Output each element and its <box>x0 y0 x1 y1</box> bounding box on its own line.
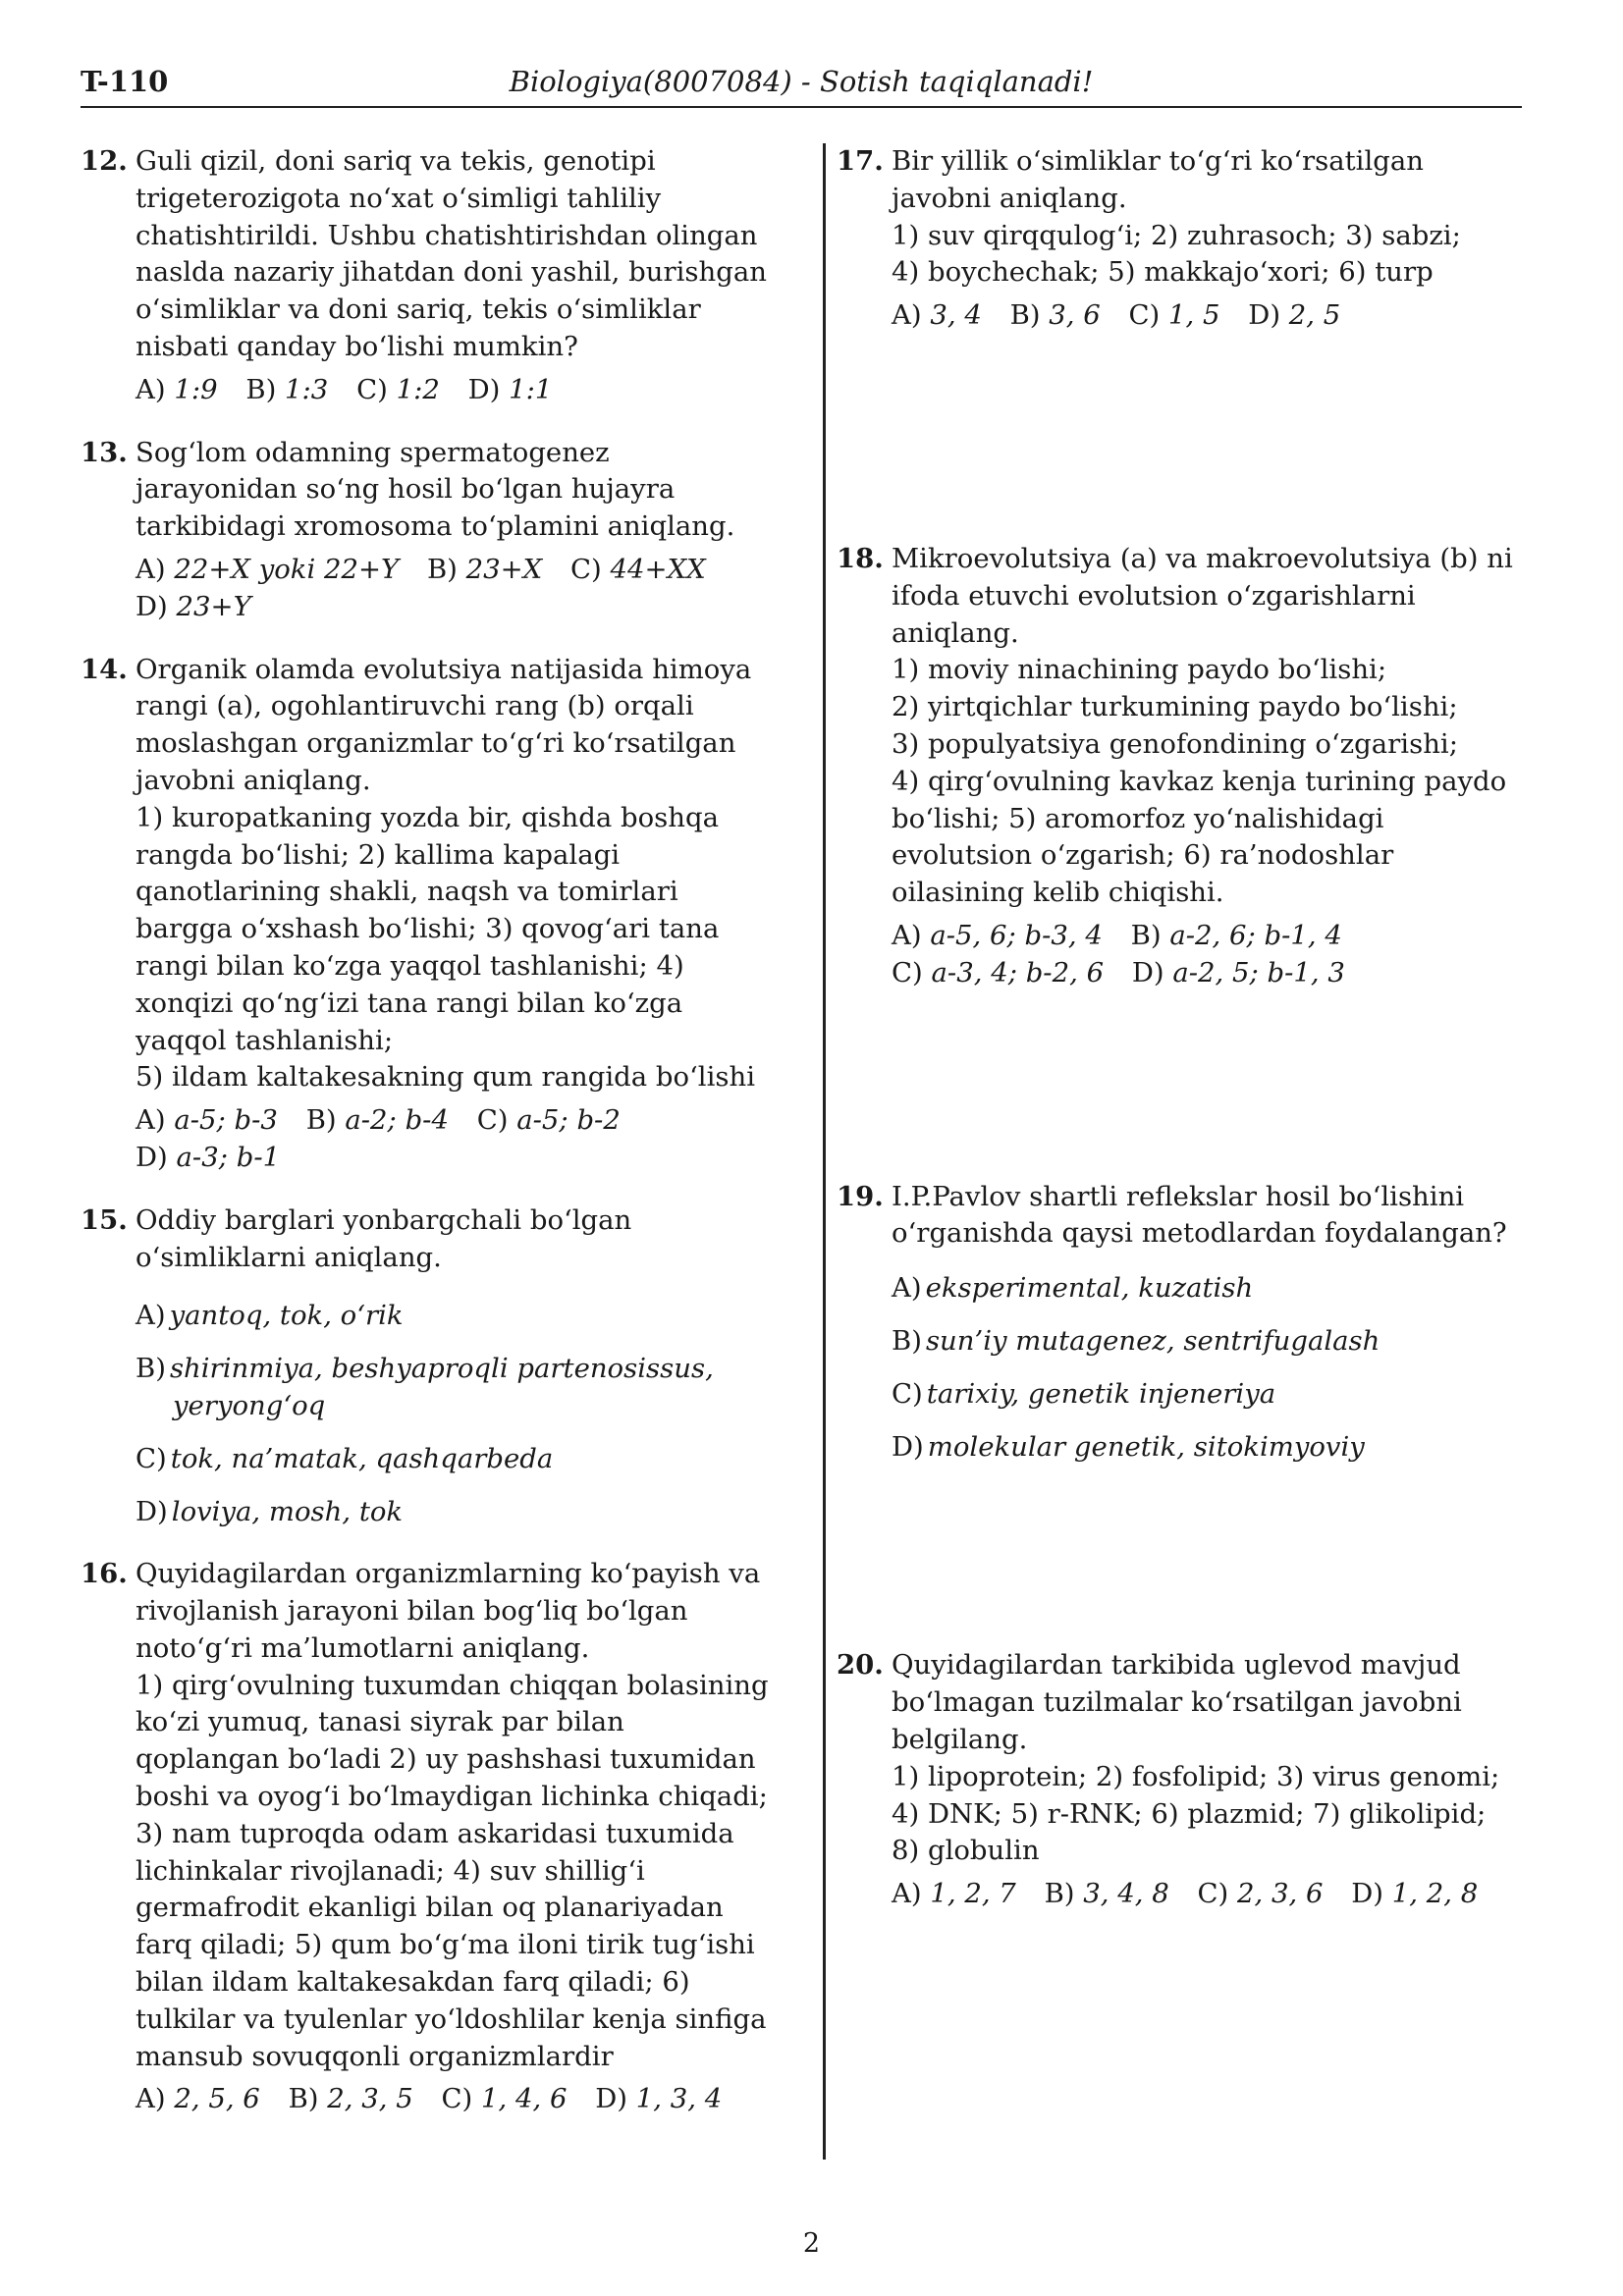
question-stem: I.P.Pavlov shartli reflekslar hosil bo‘lishini o‘rganishda qaysi metodlardan foydalangan? <box>892 1180 1507 1250</box>
answer-options <box>135 552 776 626</box>
question-15 <box>81 1202 776 1531</box>
question-number: 18. <box>837 542 884 574</box>
question-stem: Quyidagilardan organizmlarning ko‘payish va rivojlanish jarayoni bilan bog‘liq bo‘lgan noto‘g‘ri ma’lumotlarni aniqlang. 1) qirg‘ovulning tuxumdan chiqqan bolasining ko‘zi yumuq, tanasi siyrak par bilan qoplangan bo‘ladi 2) uy pashshasi tuxumidan boshi va oyog‘i bo‘lmaydigan lichinka chiqadi; 3) nam tuproqda odam askaridasi tuxumida lichinkalar rivojlanadi; 4) suv shillig‘i germafrodit ekanligi bilan oq planariyadan farq qiladi; 5) qum bo‘g‘ma iloni tirik tug‘ishi bilan ildam kaltakesakdan farq qiladi; 6) tulkilar va tyulenlar yo‘ldoshlilar kenja sinfiga mansub sovuqqonli organizmlardir <box>135 1558 769 2072</box>
option-b[interactable]: B) 2, 3, 5 <box>288 2083 413 2115</box>
right-column <box>837 143 1524 1939</box>
option-a[interactable]: A) 1:9 <box>135 373 218 405</box>
question-17 <box>837 143 1524 335</box>
left-column <box>81 143 776 2144</box>
test-code: T-110 <box>81 65 169 98</box>
question-number: 19. <box>837 1180 884 1212</box>
option-d[interactable]: D) loviya, mosh, tok <box>135 1495 404 1527</box>
question-18 <box>837 541 1524 992</box>
question-14 <box>81 652 776 1177</box>
option-a[interactable]: A) yantoq, tok, o‘rik <box>135 1300 404 1332</box>
option-b[interactable]: B) 3, 4, 8 <box>1044 1878 1169 1910</box>
option-c[interactable]: C) 1:2 <box>356 373 440 405</box>
answer-options <box>135 372 776 409</box>
option-d[interactable]: D) 2, 5 <box>1248 299 1341 332</box>
option-b[interactable]: B) sun’iy mutagenez, sentrifugalash <box>892 1324 1380 1357</box>
option-c[interactable]: C) tarixiy, genetik injeneriya <box>892 1377 1276 1410</box>
question-20 <box>837 1647 1524 1913</box>
option-b[interactable]: B) a-2, 6; b-1, 4 <box>1130 919 1342 951</box>
option-b[interactable]: B) 1:3 <box>245 373 329 405</box>
question-stem: Guli qizil, doni sariq va tekis, genotipi trigeterozigota no‘xat o‘simligi tahliliy chatishtirildi. Ushbu chatishtirishdan olingan naslda nazariy jihatdan doni yashil, burishgan o‘simliklar va doni sariq, tekis o‘simliklar nisbati qanday bo‘lishi mumkin? <box>135 145 767 362</box>
option-c[interactable]: C) 1, 4, 6 <box>441 2083 568 2115</box>
question-19 <box>837 1179 1524 1467</box>
question-number: 13. <box>81 436 128 468</box>
option-d[interactable]: D) a-3; b-1 <box>135 1141 281 1173</box>
option-b[interactable]: B) shirinmiya, beshyaproqli partenosissus, yeryong‘oq <box>135 1353 714 1421</box>
option-a[interactable]: A) eksperimental, kuzatish <box>892 1272 1254 1305</box>
question-stem: Bir yillik o‘simliklar to‘g‘ri ko‘rsatilgan javobni aniqlang. 1) suv qirqqulog‘i; 2) zuhrasoch; 3) sabzi; 4) boychechak; 5) makkajo‘xori; 6) turp <box>892 145 1461 289</box>
question-stem: Oddiy barglari yonbargchali bo‘lgan o‘simliklarni aniqlang. <box>135 1203 632 1273</box>
question-number: 16. <box>81 1558 128 1590</box>
option-b[interactable]: B) 3, 6 <box>1009 299 1101 332</box>
option-a[interactable]: A) 2, 5, 6 <box>135 2083 260 2115</box>
option-b[interactable]: B) 23+X <box>426 553 543 585</box>
option-d[interactable]: D) molekular genetik, sitokimyoviy <box>892 1430 1365 1463</box>
answer-options <box>892 1270 1524 1466</box>
question-number: 15. <box>81 1203 128 1236</box>
question-number: 20. <box>837 1649 884 1682</box>
question-16 <box>81 1556 776 2118</box>
option-a[interactable]: A) 22+X yoki 22+Y <box>135 553 400 585</box>
question-number: 14. <box>81 653 128 685</box>
option-d[interactable]: D) 1, 3, 4 <box>595 2083 723 2115</box>
column-divider <box>823 143 826 2160</box>
answer-options <box>892 297 1524 335</box>
header-title: Biologiya(8007084) - Sotish taqiqlanadi! <box>509 65 1094 98</box>
option-c[interactable]: C) 44+XX <box>570 553 706 585</box>
option-d[interactable]: D) 1:1 <box>467 373 553 405</box>
option-c[interactable]: C) tok, na’matak, qashqarbeda <box>135 1442 554 1474</box>
question-stem: Sog‘lom odamning spermatogenez jarayonidan so‘ng hosil bo‘lgan hujayra tarkibidagi xromosoma to‘plamini aniqlang. <box>135 436 735 543</box>
question-stem: Quyidagilardan tarkibida uglevod mavjud bo‘lmagan tuzilmalar ko‘rsatilgan javobni belgilang. 1) lipoprotein; 2) fosfolipid; 3) virus genomi; 4) DNK; 5) r-RNK; 6) plazmid; 7) glikolipid; 8) globulin <box>892 1649 1500 1867</box>
option-a[interactable]: A) a-5; b-3 <box>135 1104 278 1137</box>
answer-options <box>135 2081 776 2118</box>
option-a[interactable]: A) 3, 4 <box>892 299 982 332</box>
question-13 <box>81 435 776 626</box>
option-b[interactable]: B) a-2; b-4 <box>305 1104 449 1137</box>
question-12 <box>81 143 776 409</box>
question-number: 12. <box>81 145 128 177</box>
option-d[interactable]: D) 1, 2, 8 <box>1351 1878 1479 1910</box>
answer-options <box>135 1298 776 1530</box>
option-c[interactable]: C) a-5; b-2 <box>476 1104 621 1137</box>
option-d[interactable]: D) a-2, 5; b-1, 3 <box>1131 956 1345 988</box>
answer-options <box>892 918 1524 992</box>
answer-options <box>135 1102 776 1177</box>
page-header <box>81 63 1522 108</box>
answer-options <box>892 1876 1524 1913</box>
option-c[interactable]: C) 1, 5 <box>1128 299 1220 332</box>
question-stem: Organik olamda evolutsiya natijasida himoya rangi (a), ogohlantiruvchi rang (b) orqali moslashgan organizmlar to‘g‘ri ko‘rsatilgan javobni aniqlang. 1) kuropatkaning yozda bir, qishda boshqa rangda bo‘lishi; 2) kallima kapalagi qanotlarining shakli, naqsh va tomirlari bargga o‘xshash bo‘lishi; 3) qovog‘ari tana rangi bilan ko‘zga yaqqol tashlanishi; 4) xonqizi qo‘ng‘izi tana rangi bilan ko‘zga yaqqol tashlanishi; 5) ildam kaltakesakning qum rangida bo‘lishi <box>135 653 755 1094</box>
option-a[interactable]: A) a-5, 6; b-3, 4 <box>892 919 1103 951</box>
option-d[interactable]: D) 23+Y <box>135 590 251 622</box>
option-a[interactable]: A) 1, 2, 7 <box>892 1878 1016 1910</box>
page-number: 2 <box>802 2228 821 2259</box>
option-c[interactable]: C) a-3, 4; b-2, 6 <box>892 956 1105 988</box>
question-number: 17. <box>837 145 884 177</box>
option-c[interactable]: C) 2, 3, 6 <box>1197 1878 1324 1910</box>
question-stem: Mikroevolutsiya (a) va makroevolutsiya (b) ni ifoda etuvchi evolutsion o‘zgarishlarni aniqlang. 1) moviy ninachining paydo bo‘lishi; 2) yirtqichlar turkumining paydo bo‘lishi; 3) populyatsiya genofondining o‘zgarishi; 4) qirg‘ovulning kavkaz kenja turining paydo bo‘lishi; 5) aromorfoz yo‘nalishidagi evolutsion o‘zgarish; 6) ra’nodoshlar oilasining kelib chiqishi. <box>892 542 1513 909</box>
